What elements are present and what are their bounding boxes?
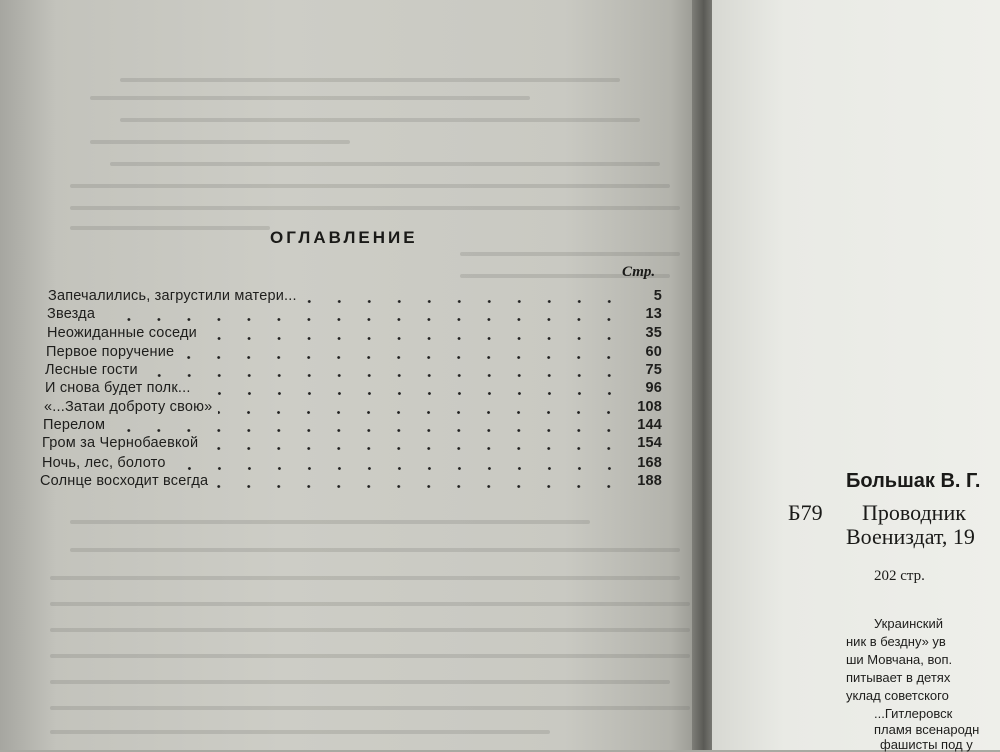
catalog-code: Б79 (788, 500, 823, 525)
annotation-line: ...Гитлеровск (874, 706, 953, 721)
toc-entry-page: 188 (637, 473, 662, 489)
toc-entry-title: «...Затаи доброту свою» (44, 399, 213, 415)
toc-page-column-header: Стр. (622, 264, 656, 280)
toc-entry (46, 344, 662, 362)
toc-entry-title: Запечалились, загрустили матери... (48, 288, 297, 304)
toc-entry-page: 13 (645, 306, 662, 322)
annotation-line: уклад советского (846, 688, 949, 703)
toc-entry (48, 288, 662, 306)
toc-entry-page: 108 (637, 399, 662, 415)
toc-entry-title: Звезда (47, 306, 96, 322)
annotation-line: Украинский (874, 616, 943, 631)
catalog-title-line: Проводник (862, 500, 966, 525)
catalog-publisher-line: Воениздат, 19 (846, 524, 975, 549)
toc-entry-page: 168 (637, 455, 662, 471)
toc-entry-page: 144 (637, 417, 662, 433)
annotation-line: ник в бездну» ув (846, 634, 946, 649)
toc-entry-title: Лесные гости (45, 362, 138, 378)
toc-heading: ОГЛАВЛЕНИЕ (270, 228, 418, 247)
toc-entry (45, 380, 662, 398)
toc-entry-title: Гром за Чернобаевкой (42, 435, 199, 451)
toc-entry (45, 362, 662, 380)
toc-entry (42, 435, 662, 453)
toc-entry-title: Первое поручение (46, 344, 175, 360)
toc-entry-page: 35 (645, 325, 662, 341)
annotation-line: ши Мовчана, воп. (846, 652, 953, 667)
annotation-line: питывает в детях (846, 670, 951, 685)
toc-entry (42, 455, 662, 473)
toc-entry-page: 154 (637, 435, 662, 451)
toc-entry-page: 5 (653, 288, 662, 304)
toc-entry-title: Неожиданные соседи (47, 325, 197, 341)
toc-entry-title: Перелом (43, 417, 106, 433)
toc-entry-title: И снова будет полк... (45, 380, 191, 396)
annotation-line: пламя всенародн (874, 722, 980, 737)
toc-entry (40, 473, 662, 491)
toc-entry-title: Ночь, лес, болото (42, 455, 166, 471)
annotation-line: фашисты под у (880, 737, 973, 752)
toc-entry (47, 306, 662, 324)
toc-entry-page: 96 (645, 380, 662, 396)
toc-entry (44, 399, 662, 417)
toc-entry (47, 325, 662, 343)
toc-entry-title: Солнце восходит всегда (40, 473, 209, 489)
toc-entry (43, 417, 662, 435)
toc-entry-page: 75 (645, 362, 662, 378)
catalog-author: Большак В. Г. (846, 470, 981, 492)
catalog-pages: 202 стр. (874, 568, 925, 584)
toc-entry-page: 60 (645, 344, 662, 360)
